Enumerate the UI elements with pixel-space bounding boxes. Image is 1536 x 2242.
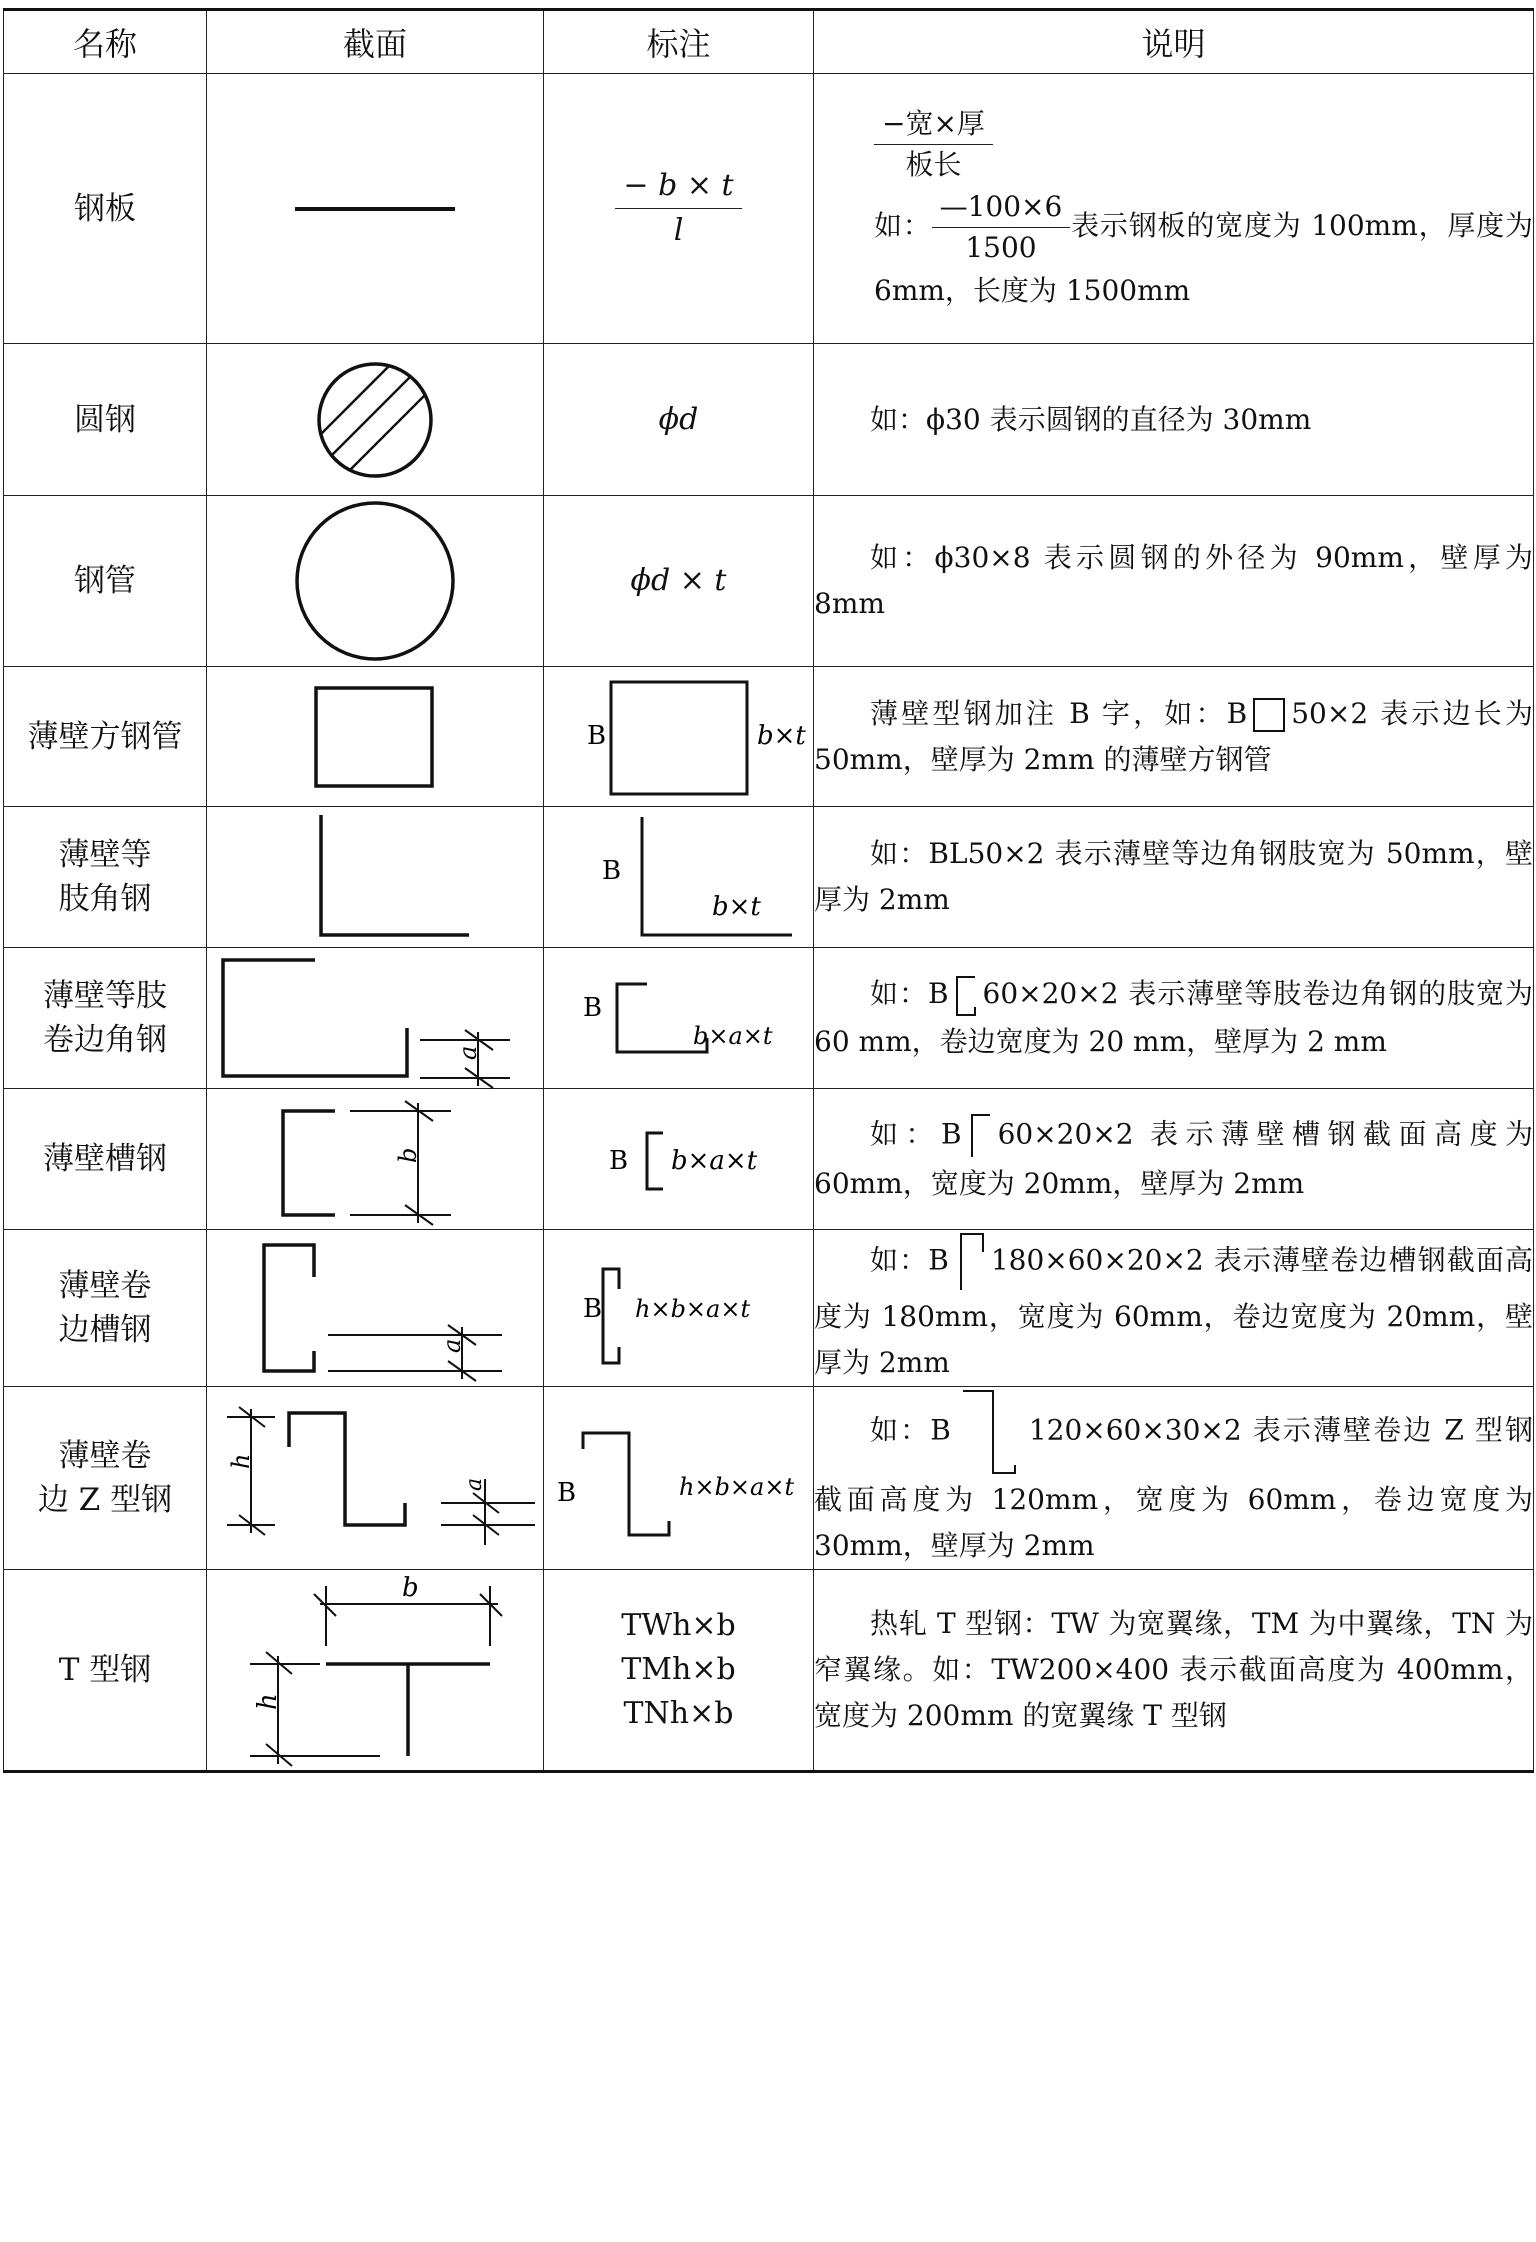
row-name <box>4 948 207 1089</box>
row-name <box>4 1387 207 1570</box>
desc-part-a: 如：B <box>870 1117 962 1151</box>
lipped-z-mark-drawing <box>549 1403 809 1553</box>
row-name: 薄壁槽钢 <box>4 1089 207 1230</box>
t-section-drawing <box>230 1570 520 1770</box>
desc-text: 热轧 T 型钢：TW 为宽翼缘，TM 为中翼缘，TN 为窄翼缘。如：TW200×400 表示截面高度为 400mm，宽度为 200mm 的宽翼缘 T 型钢 <box>814 1607 1534 1732</box>
dimension-label-b: b <box>402 1573 419 1603</box>
channel-mark-drawing <box>569 1089 789 1229</box>
desc-text: 如：ϕ30 表示圆钢的直径为 30mm <box>870 402 1312 436</box>
section-cell <box>207 74 544 344</box>
mark-prefix: B <box>601 856 621 886</box>
mark-prefix: B <box>582 1294 602 1324</box>
lipped-angle-section-drawing <box>215 948 535 1088</box>
example-numerator: —100×6 <box>932 187 1071 228</box>
dimension-label: a <box>454 1045 482 1060</box>
section-cell <box>207 948 544 1089</box>
mark-line: TWh×b <box>621 1608 736 1643</box>
section-cell <box>207 496 544 667</box>
section-cell <box>207 1089 544 1230</box>
header-desc: 说明 <box>814 10 1534 74</box>
mark-prefix: B <box>586 720 606 751</box>
desc-text <box>814 971 1533 1065</box>
desc-cell <box>814 74 1534 344</box>
lipped-angle-mark-drawing <box>559 948 799 1088</box>
row-name: 薄壁方钢管 <box>4 667 207 807</box>
mark-cell <box>544 74 814 344</box>
lipped-angle-symbol-icon <box>953 973 979 1019</box>
header-section: 截面 <box>207 10 544 74</box>
row-name: 钢板 <box>4 74 207 344</box>
header-mark: 标注 <box>544 10 814 74</box>
name-line-2: 肢角钢 <box>58 881 152 917</box>
angle-section-drawing <box>275 807 475 947</box>
lipped-z-section-drawing <box>215 1403 535 1553</box>
round-bar-section-drawing <box>310 355 440 485</box>
name-line-2: 边 Z 型钢 <box>37 1482 173 1518</box>
mark-cell <box>544 807 814 948</box>
mark-cell <box>544 948 814 1089</box>
mark-line: TNh×b <box>623 1696 734 1731</box>
desc-text: 如：ϕ30×8 表示圆钢的外径为 90mm，壁厚为 8mm <box>814 541 1533 620</box>
section-cell <box>207 807 544 948</box>
row-name: 钢管 <box>4 496 207 667</box>
mark-suffix: b×a×t <box>692 1022 773 1050</box>
mark-cell <box>544 1089 814 1230</box>
table-row <box>4 74 1534 344</box>
plate-section-drawing <box>275 199 475 219</box>
angle-mark-drawing <box>564 807 794 947</box>
row-name: T 型钢 <box>4 1570 207 1772</box>
dimension-label-a: a <box>462 1477 487 1491</box>
table-row <box>4 948 1534 1089</box>
mark-cell <box>544 1570 814 1772</box>
section-cell <box>207 667 544 807</box>
desc-cell <box>814 807 1534 948</box>
mark-suffix: b×t <box>756 720 806 751</box>
formula-denominator: 板长 <box>905 147 962 181</box>
table-row <box>4 496 1534 667</box>
name-line-2: 边槽钢 <box>58 1312 152 1348</box>
table-row <box>4 807 1534 948</box>
desc-text <box>814 1387 1533 1569</box>
section-cell <box>207 344 544 496</box>
plate-mark-fraction <box>615 164 741 253</box>
desc-cell <box>814 667 1534 807</box>
mark-cell: ϕd <box>544 344 814 496</box>
row-name <box>4 1230 207 1387</box>
name-line-1: 薄壁卷 <box>58 1268 152 1304</box>
lipped-channel-mark-drawing <box>559 1233 799 1383</box>
section-cell <box>207 1230 544 1387</box>
desc-part-b: 60×20×2 表示薄壁等肢卷边角钢的肢宽为 60 mm，卷边宽度为 20 mm，壁厚为 2 mm <box>814 977 1534 1058</box>
example-denominator: 1500 <box>965 230 1037 264</box>
table-row <box>4 1230 1534 1387</box>
desc-part-a: 如：B <box>870 977 949 1011</box>
mark-cell <box>544 667 814 807</box>
example-fraction <box>932 187 1071 268</box>
channel-symbol-icon <box>966 1111 994 1161</box>
row-name: 圆钢 <box>4 344 207 496</box>
mark-prefix: B <box>608 1146 628 1176</box>
formula-numerator: −宽×厚 <box>874 104 993 145</box>
desc-part-a: 如：B <box>870 1243 949 1277</box>
desc-text <box>814 1111 1533 1207</box>
square-symbol-icon <box>1251 696 1287 734</box>
dimension-label-h: h <box>227 1453 255 1469</box>
desc-part-b: 180×60×20×2 表示薄壁卷边槽钢截面高度为 180mm，宽度为 60mm，卷边宽度为 20mm，壁厚为 2mm <box>814 1243 1533 1379</box>
dimension-label-h: h <box>253 1693 283 1710</box>
dimension-label: a <box>438 1338 466 1353</box>
name-line-1: 薄壁等肢 <box>43 978 167 1014</box>
example-prefix: 如： <box>874 208 932 242</box>
desc-cell <box>814 948 1534 1089</box>
section-cell <box>207 1387 544 1570</box>
pipe-section-drawing <box>290 496 460 666</box>
mark-suffix: h×b×a×t <box>634 1295 750 1323</box>
formula-fraction <box>874 104 993 185</box>
square-tube-section-drawing <box>310 682 440 792</box>
mark-cell <box>544 1230 814 1387</box>
mark-suffix: h×b×a×t <box>678 1473 794 1501</box>
table-row <box>4 1570 1534 1772</box>
plate-mark-numerator: − b × t <box>615 164 741 209</box>
desc-cell <box>814 344 1534 496</box>
mark-line: TMh×b <box>621 1652 736 1687</box>
desc-part-b: 50×2 表示边长为 50mm，壁厚为 2mm 的薄壁方钢管 <box>814 696 1533 776</box>
row-name <box>4 807 207 948</box>
lipped-channel-section-drawing <box>240 1233 510 1383</box>
desc-part-b: 60×20×2 表示薄壁槽钢截面高度为 60mm，宽度为 20mm，壁厚为 2mm <box>814 1117 1534 1200</box>
desc-cell <box>814 1570 1534 1772</box>
lipped-channel-symbol-icon <box>953 1230 987 1294</box>
plate-example <box>814 187 1533 314</box>
desc-cell <box>814 496 1534 667</box>
plate-general-formula <box>814 104 1533 185</box>
mark-cell <box>544 1387 814 1570</box>
table-row <box>4 344 1534 496</box>
desc-text <box>814 691 1533 783</box>
header-name: 名称 <box>4 10 207 74</box>
desc-part-a: 如：B <box>870 1413 951 1447</box>
mark-prefix: B <box>582 993 602 1023</box>
desc-text <box>814 1230 1533 1386</box>
table-row <box>4 667 1534 807</box>
example-rest: 表示钢板的宽度为 100mm，厚度为 6mm，长度为 1500mm <box>874 208 1533 307</box>
desc-cell <box>814 1230 1534 1387</box>
mark-suffix: b×t <box>711 892 761 922</box>
square-tube-mark-drawing <box>559 672 806 802</box>
desc-text: 如：BL50×2 表示薄壁等边角钢肢宽为 50mm，壁厚为 2mm <box>814 837 1533 916</box>
mark-prefix: B <box>556 1478 576 1508</box>
desc-part-a: 薄壁型钢加注 B 字，如：B <box>870 696 1248 730</box>
name-line-2: 卷边角钢 <box>43 1022 167 1058</box>
desc-cell <box>814 1089 1534 1230</box>
steel-symbol-table <box>3 8 1534 1773</box>
table-row <box>4 1387 1534 1570</box>
table-row <box>4 1089 1534 1230</box>
section-cell <box>207 1570 544 1772</box>
header-row <box>4 10 1534 74</box>
name-line-1: 薄壁卷 <box>58 1438 152 1474</box>
name-line-1: 薄壁等 <box>58 837 152 873</box>
desc-cell <box>814 1387 1534 1570</box>
channel-section-drawing <box>255 1089 495 1229</box>
plate-mark-denominator: l <box>673 213 684 248</box>
dimension-label: b <box>394 1147 422 1163</box>
lipped-z-symbol-icon <box>955 1387 1025 1477</box>
mark-suffix: b×a×t <box>670 1146 757 1176</box>
mark-cell: ϕd × t <box>544 496 814 667</box>
desc-part-b: 120×60×30×2 表示薄壁卷边 Z 型钢截面高度为 120mm，宽度为 60mm，卷边宽度为 30mm，壁厚为 2mm <box>814 1413 1534 1562</box>
